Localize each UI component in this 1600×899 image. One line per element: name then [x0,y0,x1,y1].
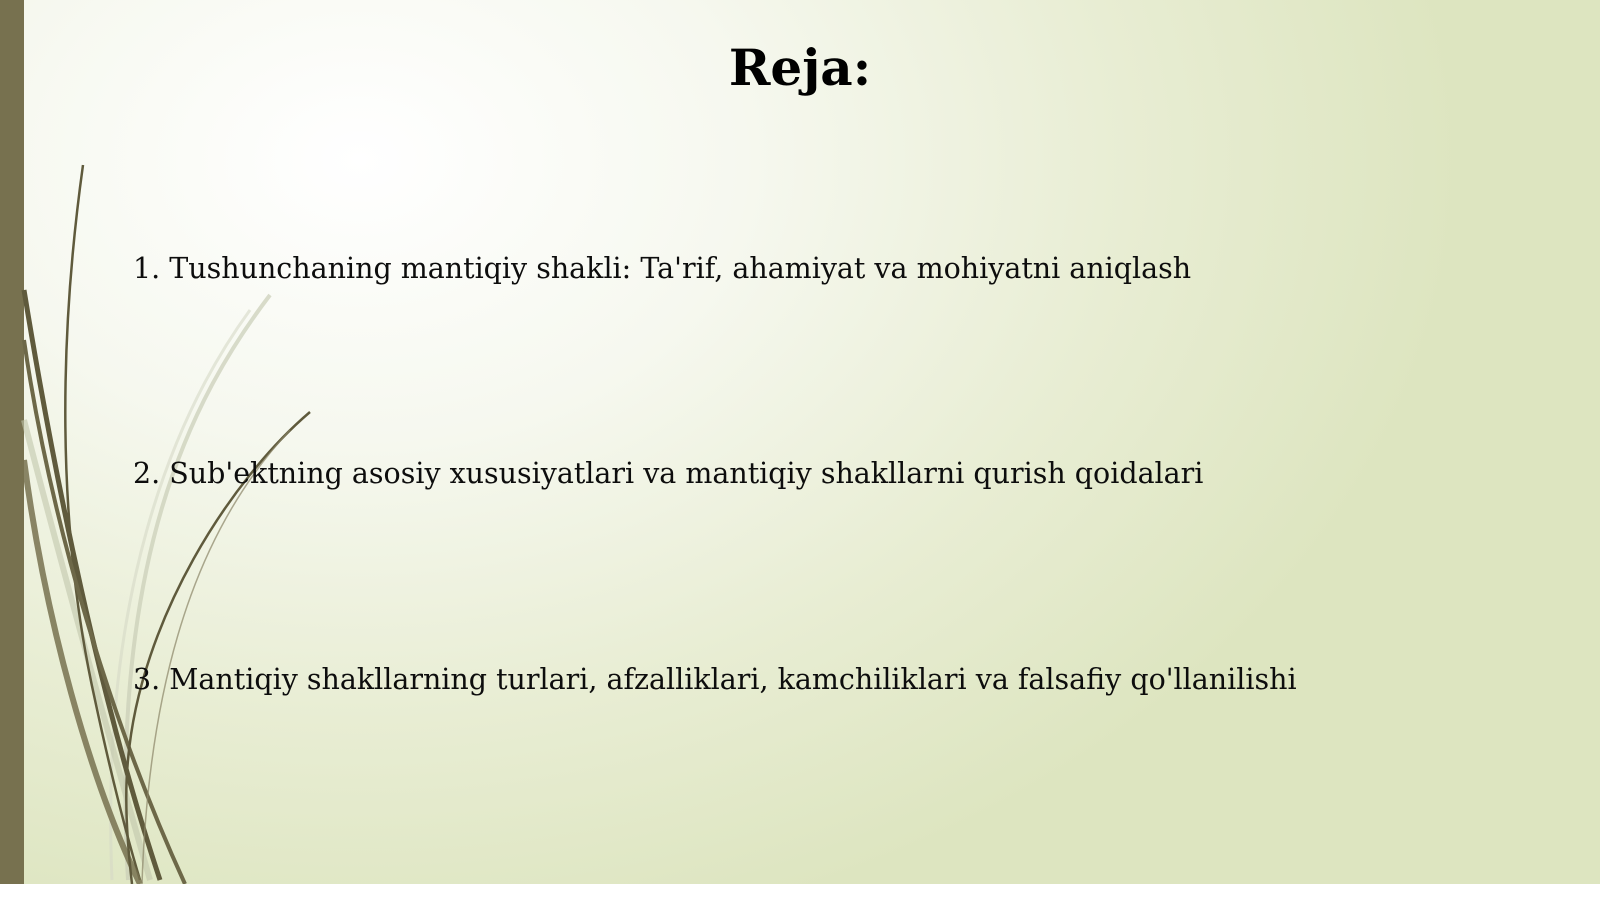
grass-blades-decoration [0,0,320,899]
slide-title: Reja: [728,38,872,97]
plan-item-3: 3. Mantiqiy shakllarning turlari, afzalliklari, kamchiliklari va falsafiy qo'llanilishi [133,663,1297,696]
plan-item-1: 1. Tushunchaning mantiqiy shakli: Ta'rif, ahamiyat va mohiyatni aniqlash [133,252,1192,285]
bottom-strip [0,884,1600,899]
plan-item-2: 2. Sub'ektning asosiy xususiyatlari va mantiqiy shakllarni qurish qoidalari [133,457,1204,490]
